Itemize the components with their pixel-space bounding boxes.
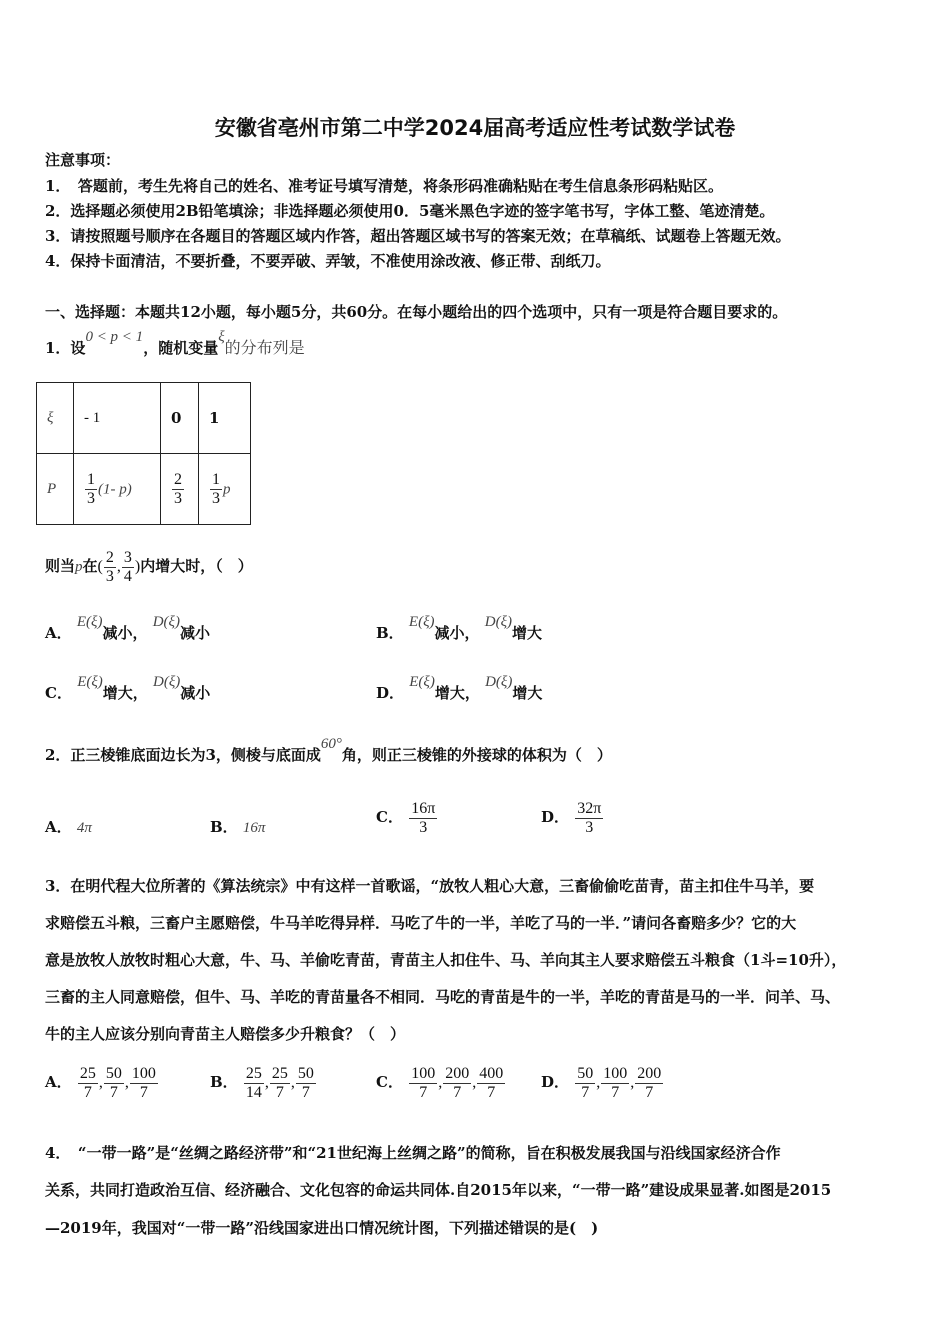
text: 增大， <box>102 684 148 702</box>
text: 增大 <box>512 624 543 642</box>
fraction-numerator: 100 <box>131 1064 156 1082</box>
table-cell: 0 <box>161 383 199 454</box>
question-3-line: 3．在明代程大位所著的《算法统宗》中有这样一首歌谣，“放牧人粗心大意，三畜偷偷吃苗青，苗主扣住牛马羊，要 <box>45 877 815 895</box>
fraction-numerator: 100 <box>603 1064 628 1082</box>
question-3-line: 牛的主人应该分别向青苗主人赔偿多少升粮食？（ ） <box>45 1025 406 1043</box>
fraction-numerator: 32π <box>577 799 602 817</box>
fraction-denominator: 7 <box>611 1083 620 1101</box>
option-label: D． <box>541 808 570 826</box>
q1-prefix: 1．设 <box>45 339 86 357</box>
math-p: p <box>75 559 83 575</box>
fraction <box>575 1065 595 1102</box>
question-3-line: 意是放牧人放牧时粗心大意，牛、马、羊偷吃青苗，青苗主人扣住牛、马、羊向其主人要求赔偿五斗粮食（1斗=10升）， <box>45 951 847 969</box>
question-4-line: —2019年，我国对“一带一路”沿线国家进出口情况统计图，下列描述错误的是( ) <box>45 1219 599 1237</box>
math: D(ξ) <box>153 674 181 690</box>
option-c[interactable]: C． $\frac{100}{7}$ , $\frac{200}{7}$ , $\frac{400}{7}$ <box>376 1064 504 1101</box>
option-b[interactable] <box>376 614 543 643</box>
math: E(ξ) <box>76 614 103 630</box>
section-heading: 一、选择题：本题共12小题，每小题5分，共60分。在每小题给出的四个选项中，只有一项是符合题目要求的。 <box>45 303 788 321</box>
text: 内增大时，（ ） <box>140 557 253 575</box>
fraction-numerator: 200 <box>445 1064 470 1082</box>
fraction-numerator: 50 <box>297 1064 314 1082</box>
fraction <box>635 1065 663 1102</box>
math: D(ξ) <box>484 614 512 630</box>
fraction-numerator: 25 <box>271 1064 288 1082</box>
text: 增大， <box>434 684 480 702</box>
q1-mid: ，随机变量 <box>143 339 219 357</box>
text: 2．正三棱锥底面边长为3，侧棱与底面成 <box>45 746 321 764</box>
fraction <box>601 1065 629 1102</box>
text: 减小 <box>179 624 210 642</box>
option-label: B． <box>376 624 404 642</box>
fraction <box>477 1065 505 1102</box>
notice-heading: 注意事项： <box>45 151 121 169</box>
option-label: C． <box>45 684 72 702</box>
fraction-denominator: 3 <box>419 818 428 836</box>
text: 减小， <box>102 624 148 642</box>
fraction <box>130 1065 158 1102</box>
fraction-denominator: 7 <box>139 1083 148 1101</box>
fraction-denominator: 7 <box>581 1083 590 1101</box>
option-label: B． <box>210 1073 238 1091</box>
fraction-numerator: 2 <box>174 470 182 488</box>
option-label: A． <box>45 1073 72 1091</box>
fraction-numerator: 200 <box>637 1064 662 1082</box>
notice-item: 3．请按照题号顺序在各题目的答题区域内作答，超出答题区域书写的答案无效；在草稿纸、试题卷上答题无效。 <box>45 227 791 245</box>
notice-item: 4．保持卡面清洁，不要折叠，不要弄破、弄皱，不准使用涂改液、修正带、刮纸刀。 <box>45 252 611 270</box>
fraction-denominator: 14 <box>245 1083 262 1101</box>
question-4-line: 4． “一带一路”是“丝绸之路经济带”和“21世纪海上丝绸之路”的简称，旨在积极发展我国与沿线国家经济合作 <box>45 1144 781 1162</box>
page-title: 安徽省亳州市第二中学2024届高考适应性考试数学试卷 <box>214 116 736 140</box>
text: 减小 <box>180 684 211 702</box>
option-a[interactable] <box>45 614 210 643</box>
math: 16π <box>242 820 266 836</box>
cell-tail: p <box>223 481 231 497</box>
fraction-denominator: 7 <box>83 1083 92 1101</box>
fraction-denominator: 7 <box>109 1083 118 1101</box>
fraction-denominator: 3 <box>105 567 114 585</box>
math: D(ξ) <box>152 614 180 630</box>
paren: ( <box>97 558 103 575</box>
question-1-condition: 则当p在( $\frac{2}{3}$ , $\frac{3}{4}$ )内增大时，（ ） <box>45 548 253 585</box>
fraction-numerator: 400 <box>479 1064 504 1082</box>
table-row <box>37 454 251 525</box>
fraction <box>244 1065 264 1102</box>
math: E(ξ) <box>409 674 435 690</box>
fraction-numerator: 100 <box>411 1064 436 1082</box>
option-c[interactable] <box>45 674 211 703</box>
fraction-denominator: 7 <box>645 1083 654 1101</box>
math: E(ξ) <box>408 614 435 630</box>
fraction-numerator: 16π <box>411 799 436 817</box>
notice-item: 2．选择题必须使用2B铅笔填涂；非选择题必须使用0．5毫米黑色字迹的签字笔书写，字体工整、笔迹清楚。 <box>45 202 775 220</box>
question-1-stem <box>45 329 305 359</box>
fraction-denominator: 7 <box>419 1083 428 1101</box>
q1-xi: ξ <box>218 329 225 345</box>
paren: ) <box>134 558 141 575</box>
option-d[interactable] <box>541 795 604 839</box>
fraction-denominator: 3 <box>212 489 220 507</box>
fraction-denominator: 3 <box>87 489 95 507</box>
option-label: D． <box>541 1073 570 1091</box>
table-cell: P <box>37 454 74 525</box>
text: 减小， <box>434 624 480 642</box>
fraction-numerator: 3 <box>123 548 132 566</box>
fraction-denominator: 4 <box>123 567 132 585</box>
option-label: D． <box>376 684 405 702</box>
fraction-denominator: 7 <box>487 1083 496 1101</box>
option-a[interactable] <box>45 816 92 837</box>
fraction <box>296 1065 316 1102</box>
math: 4π <box>76 820 92 836</box>
fraction-denominator: 7 <box>301 1083 310 1101</box>
text: 则当 <box>45 557 76 575</box>
option-d[interactable]: D． $\frac{50}{7}$ , $\frac{100}{7}$ , $\frac{200}{7}$ <box>541 1064 662 1101</box>
fraction-numerator: 1 <box>87 470 95 488</box>
text: 在 <box>82 557 98 575</box>
table-cell <box>161 454 199 525</box>
fraction-numerator: 50 <box>105 1064 122 1082</box>
option-label: A． <box>45 624 72 642</box>
math: D(ξ) <box>485 674 513 690</box>
option-label: A． <box>45 818 72 836</box>
fraction-numerator: 25 <box>245 1064 262 1082</box>
q1-condition: 0 < p < 1 <box>85 329 144 345</box>
fraction-denominator: 3 <box>174 489 182 507</box>
option-label: C． <box>376 1073 403 1091</box>
fraction-numerator: 25 <box>79 1064 96 1082</box>
fraction-numerator: 2 <box>105 548 114 566</box>
math-angle: 60° <box>320 736 342 752</box>
fraction-numerator: 1 <box>212 470 220 488</box>
option-a[interactable]: A． $\frac{25}{7}$ , $\frac{50}{7}$ , $\frac{100}{7}$ <box>45 1064 156 1101</box>
option-b[interactable]: B． $\frac{25}{14}$ , $\frac{25}{7}$ , $\frac{50}{7}$ <box>210 1064 314 1101</box>
fraction-numerator: 50 <box>577 1064 594 1082</box>
math: E(ξ) <box>77 674 103 690</box>
table-row <box>37 383 251 454</box>
question-2-stem <box>45 736 612 766</box>
notice-item: 1． 答题前，考生先将自己的姓名、准考证号填写清楚，将条形码准确粘贴在考生信息条形码粘贴区。 <box>45 177 723 195</box>
question-3-line: 求赔偿五斗粮，三畜户主愿赔偿，牛马羊吃得异样．马吃了牛的一半，羊吃了马的一半．”请问各畜赔多少？它的大 <box>45 914 797 932</box>
option-label: B． <box>210 818 238 836</box>
question-3-line: 三畜的主人同意赔偿，但牛、马、羊吃的青苗量各不相同．马吃的青苗是牛的一半，羊吃的青苗是马的一半．问羊、马、 <box>45 988 841 1006</box>
table-cell: - 1 <box>74 383 161 454</box>
question-4-line: 关系，共同打造政治互信、经济融合、文化包容的命运共同体.自2015年以来，“一带一路”建设成果显著.如图是2015 <box>45 1181 832 1199</box>
cell-tail: (1- p) <box>98 481 132 497</box>
fraction <box>104 1065 124 1102</box>
fraction-denominator: 7 <box>275 1083 284 1101</box>
text: 角，则正三棱锥的外接球的体积为（ ） <box>341 746 612 764</box>
fraction <box>409 1065 437 1102</box>
table-cell <box>199 454 251 525</box>
distribution-table <box>36 382 251 525</box>
fraction-denominator: 3 <box>585 818 594 836</box>
option-b[interactable] <box>210 816 265 837</box>
fraction <box>78 1065 98 1102</box>
table-cell: ξ <box>37 383 74 454</box>
option-label: C． <box>376 808 403 826</box>
fraction <box>270 1065 290 1102</box>
fraction <box>443 1065 471 1102</box>
option-c[interactable] <box>376 795 438 839</box>
table-cell: 1 <box>199 383 251 454</box>
text: 增大 <box>512 684 543 702</box>
fraction-denominator: 7 <box>453 1083 462 1101</box>
q1-suffix: 的分布列是 <box>224 340 305 357</box>
table-cell <box>74 454 161 525</box>
option-d[interactable] <box>376 674 543 703</box>
